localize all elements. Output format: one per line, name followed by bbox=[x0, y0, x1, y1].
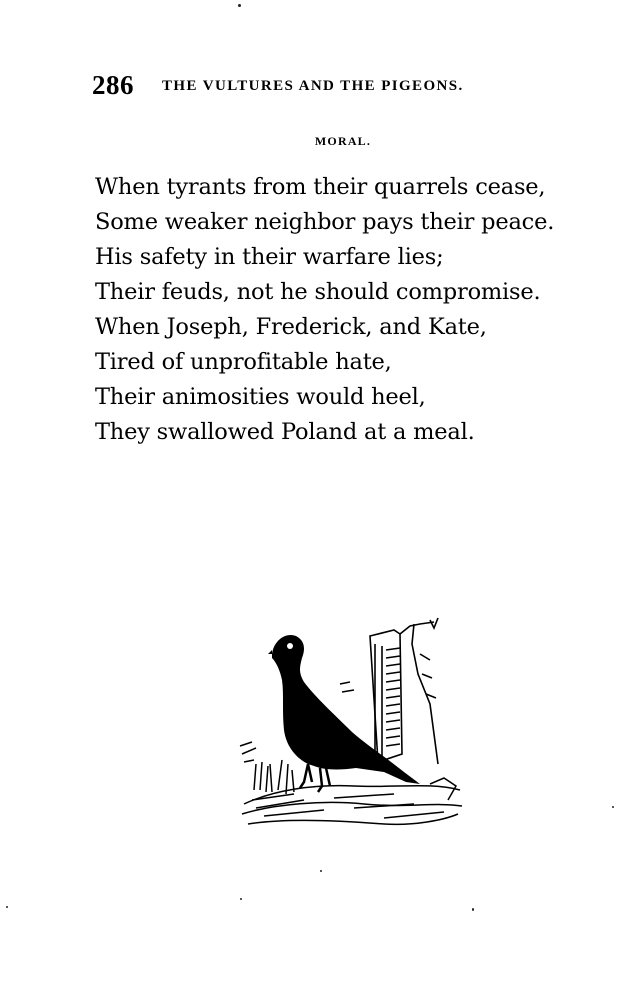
paper-speck bbox=[238, 4, 241, 7]
pigeon-illustration bbox=[234, 614, 466, 846]
poem-line: When Joseph, Frederick, and Kate, bbox=[95, 314, 487, 340]
poem-line: Some weaker neighbor pays their peace. bbox=[95, 209, 555, 235]
page-number: 286 bbox=[92, 70, 134, 100]
poem bbox=[95, 170, 554, 450]
poem-line: His safety in their warfare lies; bbox=[95, 244, 444, 270]
running-title: THE VULTURES AND THE PIGEONS. bbox=[162, 78, 464, 94]
poem-line: Their feuds, not he should compromise. bbox=[95, 279, 541, 305]
poem-line: They swallowed Poland at a meal. bbox=[95, 419, 475, 445]
paper-speck bbox=[612, 806, 614, 808]
paper-speck bbox=[240, 898, 242, 900]
poem-line: Their animosities would heel, bbox=[95, 384, 426, 410]
paper-speck bbox=[472, 908, 474, 911]
poem-line: Tired of unprofitable hate, bbox=[95, 349, 392, 375]
section-heading: MORAL. bbox=[314, 134, 372, 148]
stone-slab bbox=[370, 618, 438, 764]
paper-speck bbox=[6, 906, 8, 908]
paper-speck bbox=[320, 870, 322, 872]
poem-line: When tyrants from their quarrels cease, bbox=[95, 174, 546, 200]
